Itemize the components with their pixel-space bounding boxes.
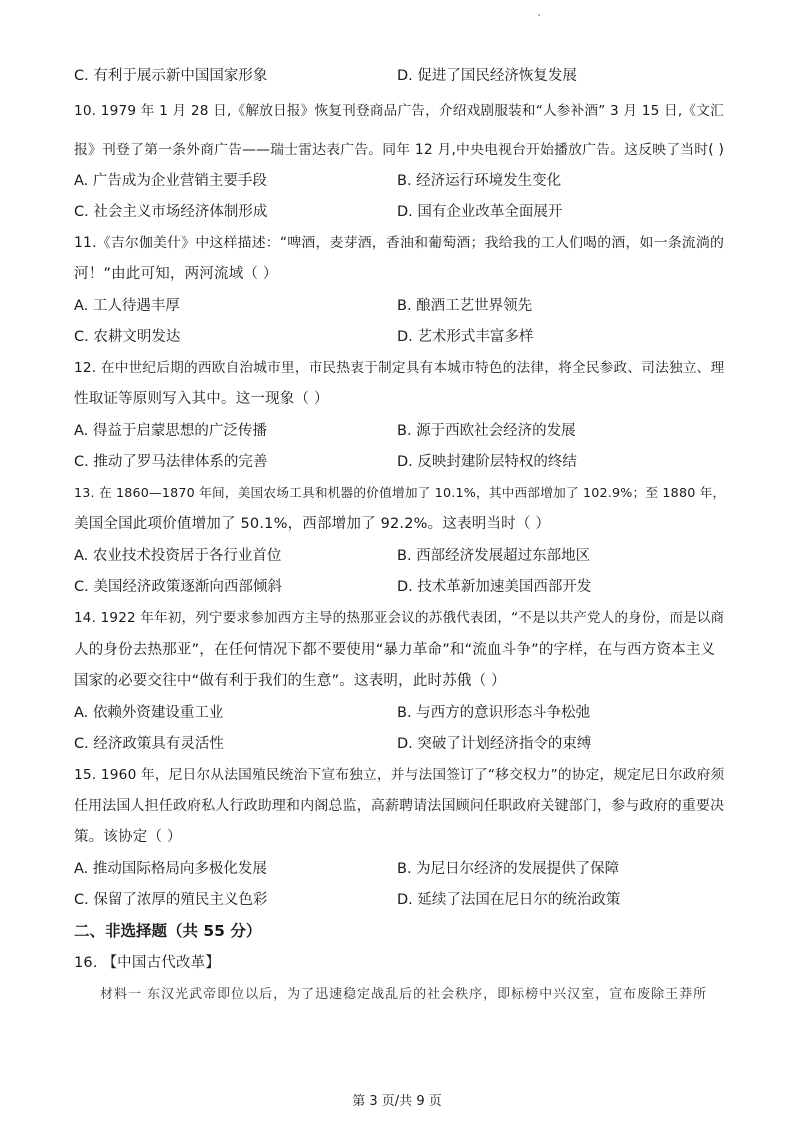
q15-stem-line2: 任用法国人担任政府私人行政助理和内阁总监，高薪聘请法国顾问任职政府关键部门，参与政府的重要决	[74, 798, 725, 814]
q11-stem-line1: 11.《吉尔伽美什》中这样描述：“啤酒，麦芽酒，香油和葡萄酒；我给我的工人们喝的酒，如一条流淌的	[74, 235, 725, 251]
q12-option-b: B. 源于西欧社会经济的发展	[397, 423, 576, 439]
q10-stem-line1: 10. 1979 年 1 月 28 日,《解放日报》恢复刊登商品广告，介绍戏剧服装和“人参补酒” 3 月 15 日,《文汇	[74, 103, 724, 119]
q14-option-c: C. 经济政策具有灵活性	[74, 736, 224, 752]
q14-option-b: B. 与西方的意识形态斗争松弛	[397, 705, 591, 721]
q12-stem-line2: 性取证等原则写入其中。这一现象（ ）	[74, 391, 329, 407]
q9-option-c: C. 有利于展示新中国国家形象	[74, 68, 268, 84]
q12-option-d: D. 反映封建阶层特权的终结	[397, 454, 577, 470]
q10-option-c: C. 社会主义市场经济体制形成	[74, 204, 268, 220]
q11-option-a: A. 工人待遇丰厚	[74, 298, 180, 314]
q13-stem-line2: 美国全国此项价值增加了 50.1%，西部增加了 92.2%。这表明当时（ ）	[74, 516, 551, 532]
q13-option-d: D. 技术革新加速美国西部开发	[397, 579, 592, 595]
q14-option-d: D. 突破了计划经济指令的束缚	[397, 736, 592, 752]
q16-title: 16. 【中国古代改革】	[74, 955, 221, 971]
q13-option-a: A. 农业技术投资居于各行业首位	[74, 548, 282, 564]
q12-option-a: A. 得益于启蒙思想的广泛传播	[74, 423, 267, 439]
q11-option-b: B. 酿酒工艺世界领先	[397, 298, 533, 314]
q10-stem-line2: 报》刊登了第一条外商广告——瑞士雷达表广告。同年 12 月,中央电视台开始播放广告。这反映了当时( )	[74, 142, 725, 158]
q14-stem-line2: 人的身份去热那亚”，在任何情况下都不要使用“暴力革命”和“流血斗争”的字样，在与西方资本主义	[74, 642, 716, 658]
page-number: 第 3 页/共 9 页	[352, 1094, 442, 1109]
q10-option-d: D. 国有企业改革全面展开	[397, 204, 563, 220]
q13-stem-line1: 13. 在 1860—1870 年间，美国农场工具和机器的价值增加了 10.1%，其中西部增加了 102.9%；至 1880 年，	[74, 485, 726, 500]
q12-option-c: C. 推动了罗马法律体系的完善	[74, 454, 268, 470]
q13-option-b: B. 西部经济发展超过东部地区	[397, 548, 591, 564]
q14-stem-line1: 14. 1922 年年初，列宁要求参加西方主导的热那亚会议的苏俄代表团，“不是以共产党人的身份，而是以商	[74, 610, 725, 626]
q12-stem-line1: 12. 在中世纪后期的西欧自治城市里，市民热衷于制定具有本城市特色的法律，将全民参政、司法独立、理	[74, 360, 725, 376]
q15-stem-line1: 15. 1960 年，尼日尔从法国殖民统治下宣布独立，并与法国签订了“移交权力”的协定，规定尼日尔政府须	[74, 767, 725, 783]
q15-stem-line3: 策。该协定（ ）	[74, 829, 182, 845]
q16-material-line1: 材料一 东汉光武帝即位以后，为了迅速稳定战乱后的社会秩序，即标榜中兴汉室，宣布废除王莽所	[100, 987, 708, 1002]
q9-option-d: D. 促进了国民经济恢复发展	[397, 68, 577, 84]
q13-option-c: C. 美国经济政策逐渐向西部倾斜	[74, 579, 282, 595]
scan-dot	[538, 14, 540, 16]
q15-option-a: A. 推动国际格局向多极化发展	[74, 861, 267, 877]
q10-option-a: A. 广告成为企业营销主要手段	[74, 173, 267, 189]
q10-option-b: B. 经济运行环境发生变化	[397, 173, 562, 189]
q15-option-b: B. 为尼日尔经济的发展提供了保障	[397, 861, 620, 877]
q11-option-d: D. 艺术形式丰富多样	[397, 329, 534, 345]
q11-stem-line2: 河！”由此可知，两河流域（ ）	[74, 266, 278, 282]
q14-option-a: A. 依赖外资建设重工业	[74, 705, 224, 721]
q15-option-d: D. 延续了法国在尼日尔的统治政策	[397, 892, 621, 908]
q14-stem-line3: 国家的必要交往中“做有利于我们的生意”。这表明，此时苏俄（ ）	[74, 673, 506, 689]
q15-option-c: C. 保留了浓厚的殖民主义色彩	[74, 892, 268, 908]
q11-option-c: C. 农耕文明发达	[74, 329, 181, 345]
section-heading: 二、非选择题（共 55 分）	[74, 922, 262, 940]
